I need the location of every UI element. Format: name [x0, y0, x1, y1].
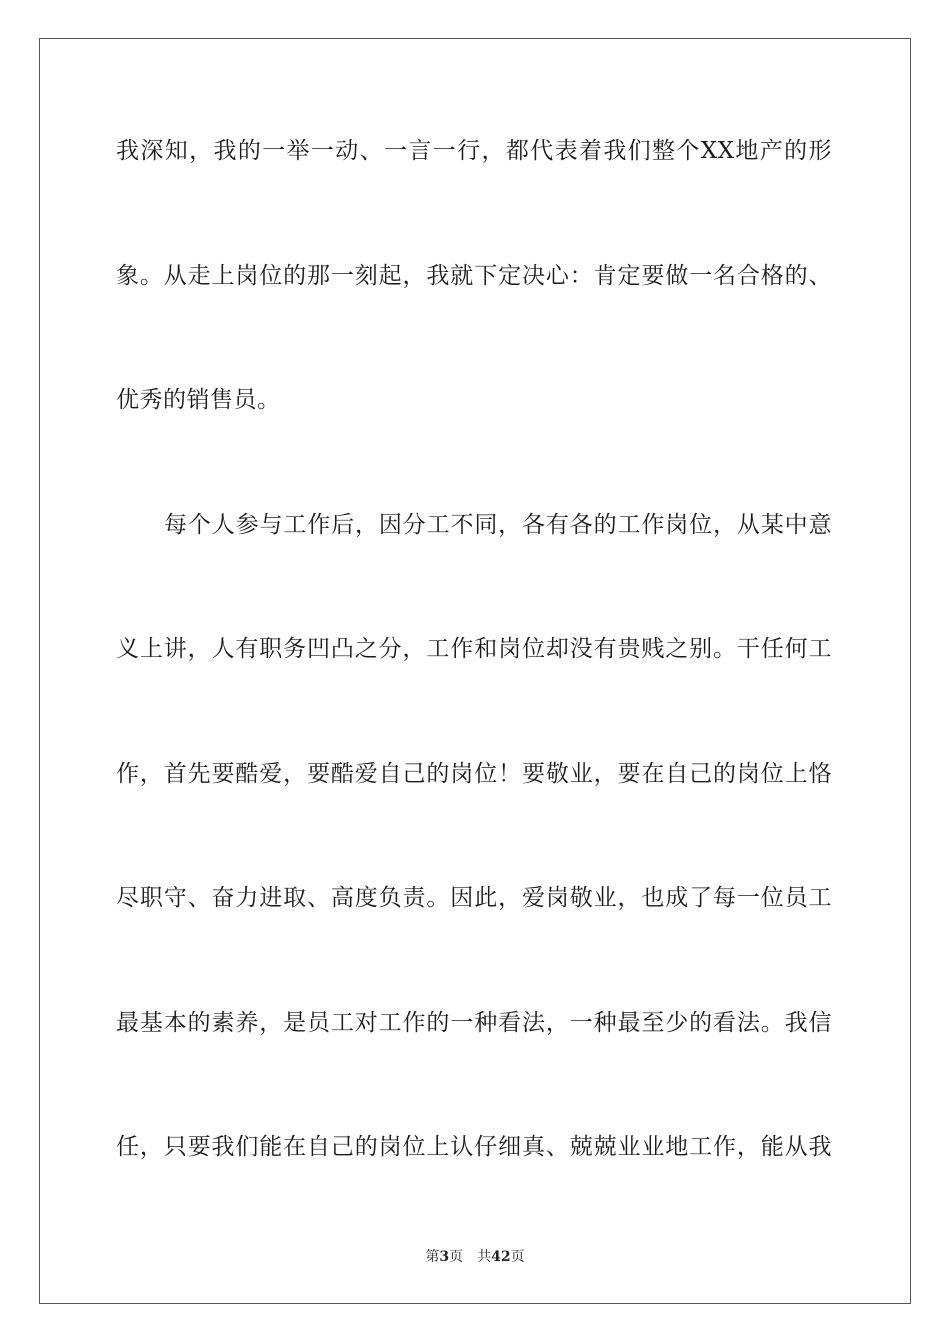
body-text-line: 任，只要我们能在自己的岗位上认仔细真、兢兢业业地工作，能从我 [116, 1134, 832, 1160]
page-label-prefix: 第 [425, 1249, 440, 1265]
body-text-line: 义上讲，人有职务凹凸之分，工作和岗位却没有贵贱之别。干任何工 [116, 636, 832, 662]
body-text-line: 作，首先要酷爱，要酷爱自己的岗位！要敬业，要在自己的岗位上恪 [116, 761, 832, 787]
body-text-line: 象。从走上岗位的那一刻起，我就下定决心：肯定要做一名合格的、 [116, 263, 832, 289]
page-number-footer [0, 1248, 950, 1266]
total-label-suffix: 页 [510, 1249, 525, 1265]
page-border [39, 38, 911, 1304]
total-page-count: 42 [491, 1249, 511, 1265]
body-text-line: 最基本的素养，是员工对工作的一种看法，一种最至少的看法。我信 [116, 1010, 832, 1036]
body-text-line: 尽职守、奋力进取、高度负责。因此，爱岗敬业，也成了每一位员工 [116, 885, 832, 911]
body-text-line: 优秀的销售员。 [116, 387, 281, 413]
current-page-number: 3 [439, 1249, 450, 1265]
body-text-line: 我深知，我的一举一动、一言一行，都代表着我们整个XX地产的形 [116, 138, 832, 164]
paragraph-first-line: 每个人参与工作后，因分工不同，各有各的工作岗位，从某中意 [164, 512, 832, 538]
page-label-suffix: 页 [449, 1249, 464, 1265]
total-label-prefix: 共 [477, 1249, 492, 1265]
